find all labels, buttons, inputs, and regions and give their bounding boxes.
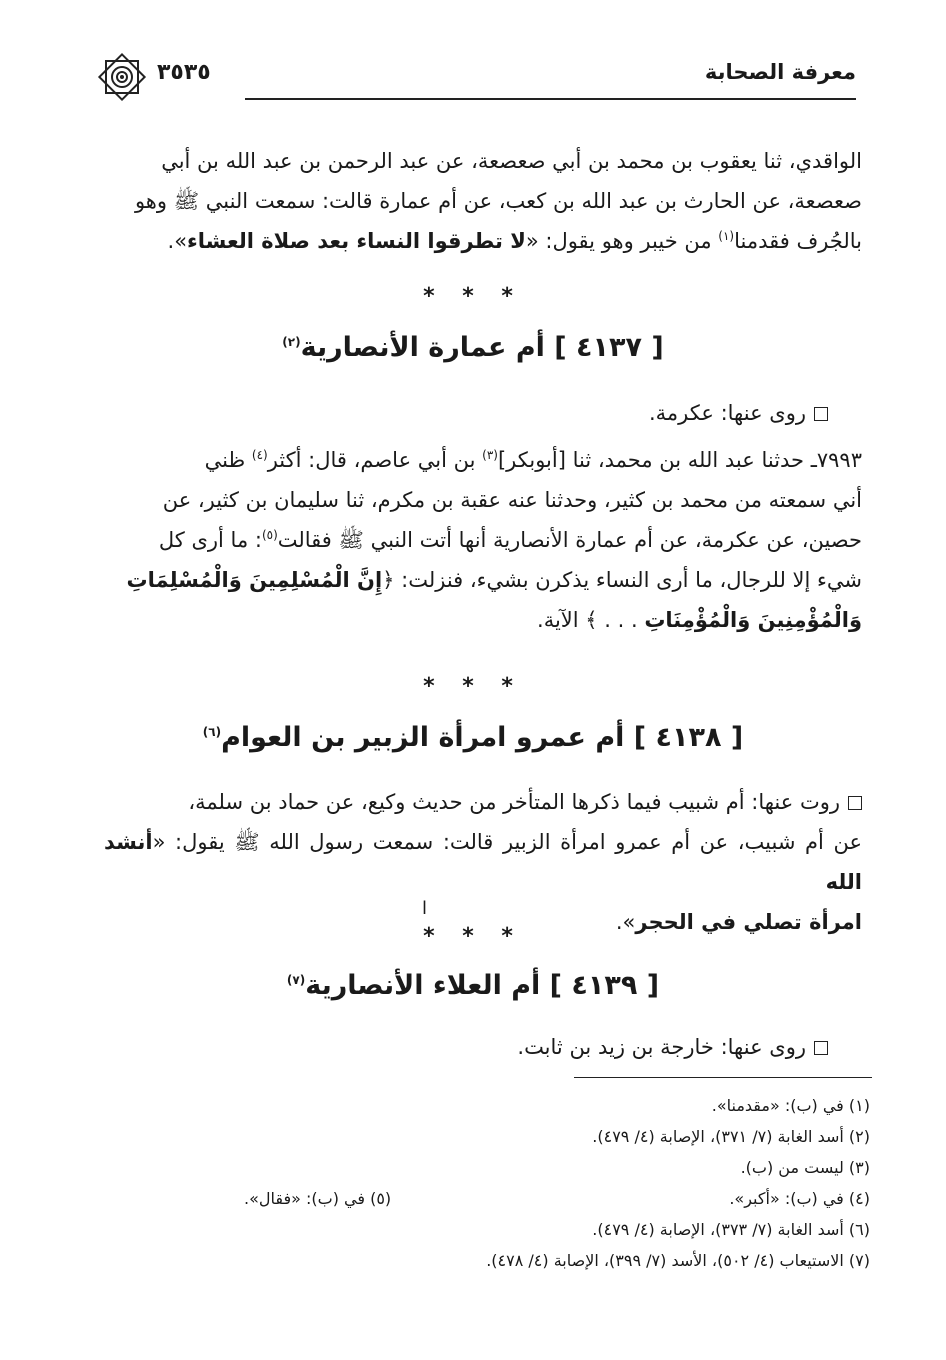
page-number: ٣٥٣٥ <box>157 60 211 85</box>
narrators-4139: روى عنها: خارجة بن زيد بن ثابت. <box>104 1027 828 1067</box>
section-separator: * * * <box>423 284 523 309</box>
text-line: امرأة تصلي في الحجر». <box>615 910 862 934</box>
top-line-1: الواقدي، ثنا يعقوب بن محمد بن أبي صعصعة، عن عبد الرحمن بن عبد الله بن أبي <box>161 149 862 173</box>
footnote-ref: (٢) <box>282 335 301 349</box>
footnote-row-4-5 <box>104 1183 870 1214</box>
hadith-quote: لا تطرقوا النساء بعد صلاة العشاء <box>187 229 526 253</box>
running-title: معرفة الصحابة <box>704 60 856 84</box>
hadith-7993 <box>104 440 862 640</box>
hadith-quote: امرأة تصلي في الحجر <box>635 910 862 934</box>
footnote-rule <box>574 1077 872 1078</box>
square-bullet-icon <box>814 407 828 421</box>
hadith-line: حصين، عن عكرمة، عن أم عمارة الأنصارية أنها أتت النبي ﷺ فقالت$^{(٥)}$: ما أرى كل <box>158 528 862 552</box>
footnote-3: (٣) ليست من (ب). <box>740 1158 870 1177</box>
text-line: روت عنها: أم شبيب فيما ذكرها المتأخر من حديث وكيع، عن حماد بن سلمة، <box>104 782 862 822</box>
top-paragraph <box>104 141 862 261</box>
narrators-4137: روى عنها: عكرمة. <box>104 393 828 433</box>
narrators-4138 <box>104 782 862 942</box>
running-header <box>95 58 856 98</box>
footnote-1: (١) في (ب): «مقدمنا». <box>711 1096 870 1115</box>
hadith-line: وَالْمُؤْمِنِينَ وَالْمُؤْمِنَاتِ . . . ﴾ الآية. <box>537 608 862 632</box>
hadith-quote: أنشد الله <box>104 830 862 894</box>
top-line-2: صعصعة، عن الحارث بن عبد الله بن كعب، عن أم عمارة قالت: سمعت النبي ﷺ وهو <box>134 189 862 213</box>
text-line: عن أم شبيب، عن أم عمرو امرأة الزبير قالت: سمعت رسول الله ﷺ يقول: «أنشد الله <box>104 830 862 894</box>
entry-heading-4139: [ ٤١٣٩ ] أم العلاء الأنصارية$^{(٧)}$ <box>286 970 660 1001</box>
square-bullet-icon <box>814 1041 828 1055</box>
top-line-3: بالجُرف فقدمنا$^{(١)}$ من خيبر وهو يقول: «لا تطرقوا النساء بعد صلاة العشاء». <box>167 229 862 253</box>
quran-verse: إِنَّ الْمُسْلِمِينَ وَالْمُسْلِمَاتِ <box>126 568 383 592</box>
hadith-line: أني سمعته من محمد بن كثير، وحدثنا عنه عقبة بن مكرم، ثنا سليمان بن كثير، عن <box>162 488 862 512</box>
header-rule <box>245 98 856 100</box>
footnote-2: (٢) أسد الغابة (٧/ ٣٧١)، الإصابة (٤/ ٤٧٩). <box>592 1127 870 1146</box>
footnote-ref: (١) <box>718 229 735 243</box>
footnote-7: (٧) الاستيعاب (٤/ ٥٠٢)، الأسد (٧/ ٣٩٩)، الإصابة (٤/ ٤٧٨). <box>486 1251 870 1270</box>
hadith-line: ٧٩٩٣ـ حدثنا عبد الله بن محمد، ثنا [أبوبكر]$^{(٣)}$ بن أبي عاصم، قال: أكثر$^{(٤)}$ ظني <box>204 448 862 472</box>
stray-mark: ا <box>422 898 428 919</box>
footnote-4: (٤) في (ب): «أكبر». <box>729 1189 870 1208</box>
hadith-line: شيء إلا للرجال، ما أرى النساء يذكرن بشيء، فنزلت: ﴿إِنَّ الْمُسْلِمِينَ وَالْمُسْلِمَاتِ <box>126 568 862 592</box>
entry-heading-4138: [ ٤١٣٨ ] أم عمرو امرأة الزبير بن العوام$^{(٦)}$ <box>202 722 744 753</box>
footnote-5: (٥) في (ب): «فقال». <box>244 1189 392 1208</box>
footnote-ref: (٦) <box>202 725 222 739</box>
footnotes <box>104 1090 870 1276</box>
footnote-6: (٦) أسد الغابة (٧/ ٣٧٣)، الإصابة (٤/ ٤٧٩). <box>592 1220 870 1239</box>
section-separator: * * * <box>423 674 523 699</box>
entry-heading-4137: [ ٤١٣٧ ] أم عمارة الأنصارية$^{(٢)}$ <box>282 332 664 363</box>
ornament-star-icon <box>95 50 149 104</box>
section-separator: * * * <box>423 924 523 949</box>
square-bullet-icon <box>848 796 862 810</box>
quran-verse: وَالْمُؤْمِنِينَ وَالْمُؤْمِنَاتِ <box>644 608 862 632</box>
footnote-ref: (٧) <box>286 973 306 987</box>
